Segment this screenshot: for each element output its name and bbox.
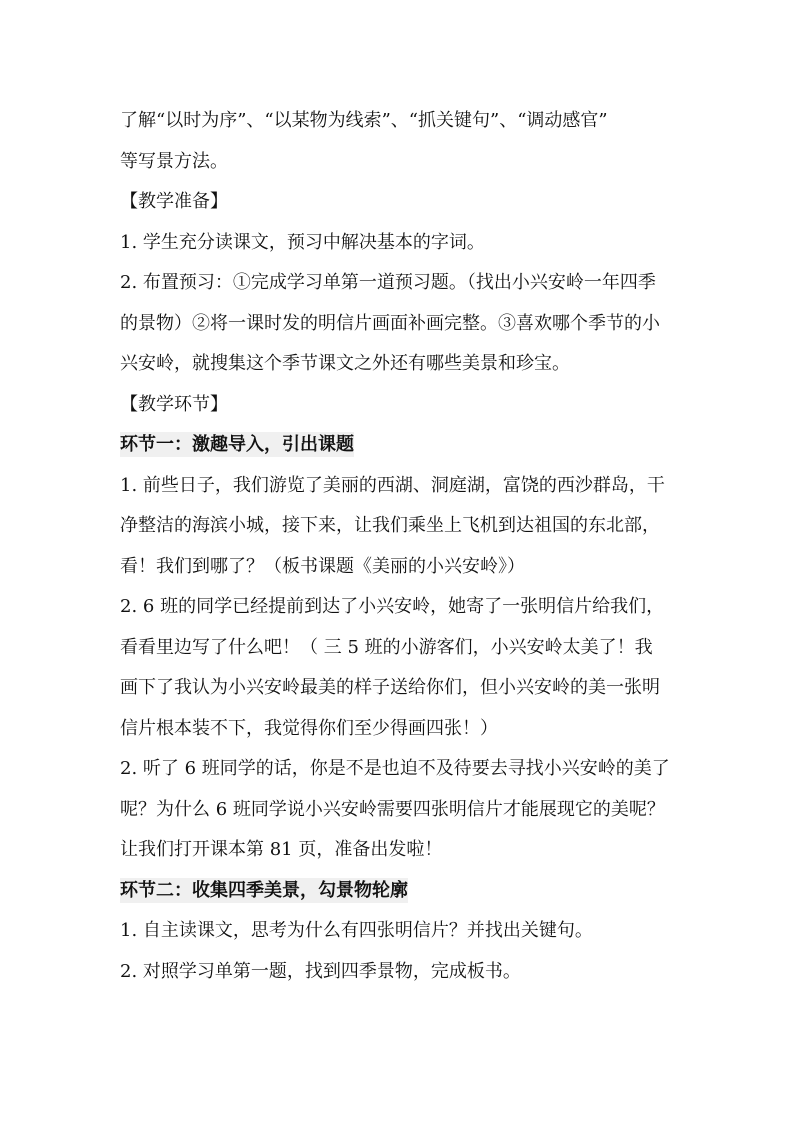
paragraph-line: 看！我们到哪了？（板书课题《美丽的小兴安岭》） [120, 555, 525, 577]
list-item: 2. 布置预习：①完成学习单第一道预习题。（找出小兴安岭一年四季 [120, 272, 656, 293]
list-item: 1. 学生充分读课文，预习中解决基本的字词。 [120, 231, 485, 253]
section-label-steps: 【教学环节】 [120, 393, 228, 415]
paragraph-line: 净整洁的海滨小城，接下来，让我们乘坐上飞机到达祖国的东北部， [120, 515, 660, 536]
list-item: 1. 前些日子，我们游览了美丽的西湖、洞庭湖，富饶的西沙群岛，干 [120, 474, 665, 496]
paragraph-line: 看看里边写了什么吧！（ 三 5 班的小游客们，小兴安岭太美了！我 [120, 636, 653, 658]
paragraph-line: 让我们打开课本第 81 页，准备出发啦！ [120, 839, 443, 860]
paragraph-line: 呢？为什么 6 班同学说小兴安岭需要四张明信片才能展现它的美呢？ [120, 798, 665, 820]
paragraph-line: 的景物）②将一课时发的明信片画面补画完整。③喜欢哪个季节的小 [120, 312, 660, 334]
step-heading-one [120, 425, 714, 466]
paragraph-line: 信片根本装不下，我觉得你们至少得画四张！） [120, 717, 498, 739]
section-label-preparation: 【教学准备】 [120, 191, 228, 212]
step-heading-two [120, 871, 714, 912]
paragraph-line: 等写景方法。 [120, 150, 228, 172]
list-item: 2. 6 班的同学已经提前到达了小兴安岭，她寄了一张明信片给我们， [120, 596, 665, 617]
list-item: 1. 自主读课文，思考为什么有四张明信片？并找出关键句。 [120, 920, 593, 941]
list-item: 2. 听了 6 班同学的话，你是不是也迫不及待要去寻找小兴安岭的美了 [120, 758, 670, 779]
step-heading-text: 环节二：收集四季美景，勾景物轮廓 [120, 879, 408, 901]
paragraph-line: 了解“以时为序”、“以某物为线索”、“抓关键句”、“调动感官” [120, 110, 608, 131]
step-heading-text: 环节一：激趣导入，引出课题 [120, 434, 354, 455]
list-item: 2. 对照学习单第一题，找到四季景物，完成板书。 [120, 960, 521, 982]
paragraph-line: 画下了我认为小兴安岭最美的样子送给你们，但小兴安岭的美一张明 [120, 677, 660, 698]
paragraph-line: 兴安岭，就搜集这个季节课文之外还有哪些美景和珍宝。 [120, 353, 570, 374]
